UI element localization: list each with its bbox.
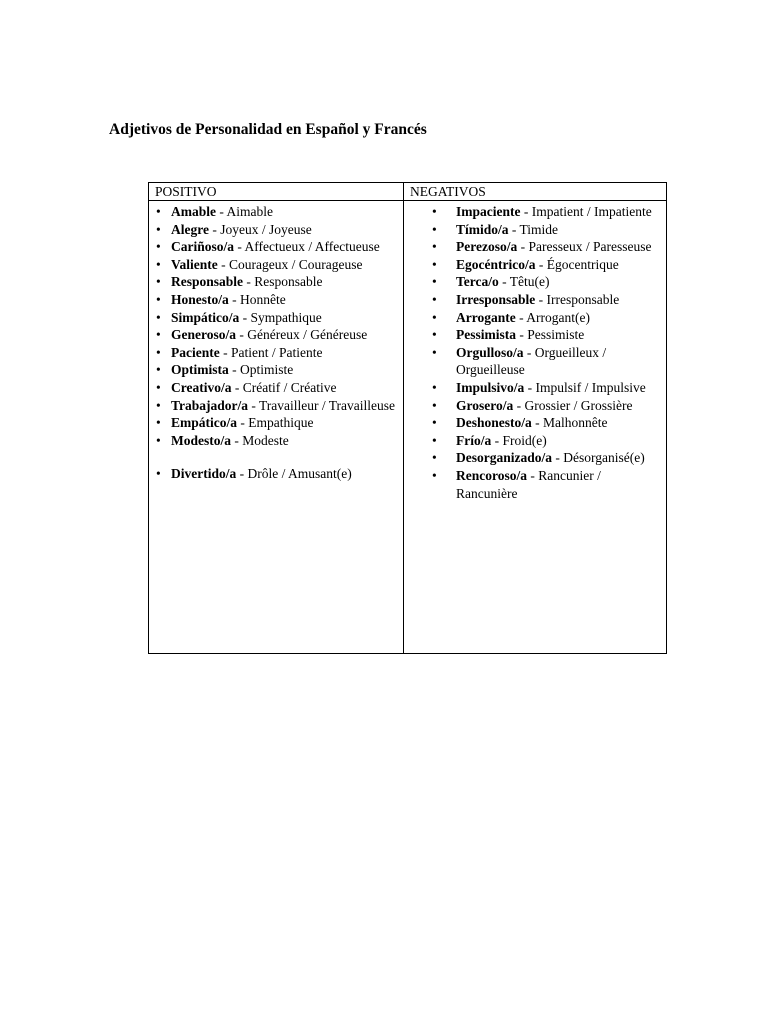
list-item xyxy=(430,379,662,397)
adjective-term: Egocéntrico/a xyxy=(456,256,536,272)
bullet-icon: • xyxy=(432,239,437,255)
bullet-icon: • xyxy=(432,221,437,237)
list-item xyxy=(156,414,399,432)
page-title: Adjetivos de Personalidad en Español y Francés xyxy=(109,121,427,138)
adjective-term: Desorganizado/a xyxy=(456,450,552,466)
adjective-term: Empático/a xyxy=(171,415,237,431)
bullet-icon: • xyxy=(156,397,161,413)
adjective-translation: - Désorganisé(e) xyxy=(552,450,645,466)
adjective-term: Impulsivo/a xyxy=(456,379,525,395)
adjective-translation: - Timide xyxy=(508,221,559,237)
adjective-term: Cariñoso/a xyxy=(171,239,235,255)
adjective-translation: - Rancunier / Rancunière xyxy=(456,467,601,501)
bullet-icon: • xyxy=(156,256,161,272)
adjective-term: Pessimista xyxy=(456,327,516,343)
bullet-icon: • xyxy=(156,239,161,255)
adjective-translation: - Malhonnête xyxy=(531,415,608,431)
adjective-translation: - Impulsif / Impulsive xyxy=(524,379,646,395)
adjective-term: Terca/o xyxy=(456,274,499,290)
list-item xyxy=(156,291,399,309)
adjective-term: Divertido/a xyxy=(171,466,237,482)
list-item xyxy=(156,361,399,379)
list-item xyxy=(156,397,399,415)
bullet-icon: • xyxy=(432,327,437,343)
adjective-translation: - Modeste xyxy=(231,432,289,448)
adjective-term: Alegre xyxy=(171,221,209,237)
bullet-icon: • xyxy=(156,432,161,448)
adjective-term: Deshonesto/a xyxy=(456,415,532,431)
bullet-icon: • xyxy=(432,397,437,413)
adjective-translation: - Paresseux / Paresseuse xyxy=(517,239,652,255)
adjective-translation: - Drôle / Amusant(e) xyxy=(236,466,352,482)
positive-list xyxy=(156,203,399,483)
list-item xyxy=(430,449,662,467)
bullet-icon: • xyxy=(432,432,437,448)
adjective-term: Modesto/a xyxy=(171,432,231,448)
adjective-translation: - Sympathique xyxy=(239,309,322,325)
adjective-term: Perezoso/a xyxy=(456,239,518,255)
list-item xyxy=(430,273,662,291)
bullet-icon: • xyxy=(432,415,437,431)
adjective-term: Creativo/a xyxy=(171,379,232,395)
list-item xyxy=(156,379,399,397)
bullet-icon: • xyxy=(432,256,437,272)
adjective-translation: - Irresponsable xyxy=(535,291,620,307)
adjective-term: Irresponsable xyxy=(456,291,536,307)
list-item xyxy=(156,326,399,344)
bullet-icon: • xyxy=(432,344,437,360)
bullet-icon: • xyxy=(156,362,161,378)
bullet-icon: • xyxy=(156,415,161,431)
adjective-term: Frío/a xyxy=(456,432,492,448)
bullet-icon: • xyxy=(156,221,161,237)
adjectives-table xyxy=(148,182,667,654)
adjective-translation: - Joyeux / Joyeuse xyxy=(208,221,312,237)
positive-cell xyxy=(149,201,404,654)
list-item xyxy=(156,344,399,362)
adjective-translation: - Créatif / Créative xyxy=(231,379,337,395)
bullet-icon: • xyxy=(156,274,161,290)
bullet-icon: • xyxy=(156,466,161,482)
adjective-translation: - Honnête xyxy=(228,291,286,307)
list-item xyxy=(430,397,662,415)
adjective-translation: - Optimiste xyxy=(228,362,294,378)
adjective-term: Arrogante xyxy=(456,309,516,325)
list-item xyxy=(430,432,662,450)
bullet-icon: • xyxy=(156,327,161,343)
adjective-translation: - Généreux / Généreuse xyxy=(236,327,368,343)
adjective-term: Valiente xyxy=(171,256,218,272)
adjective-translation: - Arrogant(e) xyxy=(515,309,590,325)
adjective-term: Impaciente xyxy=(456,204,521,219)
list-item xyxy=(430,221,662,239)
adjective-translation: - Égocentrique xyxy=(535,256,619,272)
negative-list xyxy=(430,203,662,502)
bullet-icon: • xyxy=(156,379,161,395)
adjective-translation: - Impatient / Impatiente xyxy=(520,204,652,219)
bullet-icon: • xyxy=(432,309,437,325)
adjective-translation: - Travailleur / Travailleuse xyxy=(248,397,395,413)
bullet-icon: • xyxy=(156,291,161,307)
list-item xyxy=(156,432,399,450)
adjective-term: Rencoroso/a xyxy=(456,467,527,483)
adjective-term: Simpático/a xyxy=(171,309,240,325)
bullet-icon: • xyxy=(432,379,437,395)
list-item xyxy=(430,256,662,274)
adjective-translation: - Courageux / Courageuse xyxy=(217,256,363,272)
adjective-translation: - Pessimiste xyxy=(516,327,585,343)
header-negativos: NEGATIVOS xyxy=(404,183,667,201)
adjective-translation: - Grossier / Grossière xyxy=(513,397,633,413)
adjective-translation: - Empathique xyxy=(237,415,314,431)
adjective-translation: - Têtu(e) xyxy=(498,274,550,290)
adjective-term: Paciente xyxy=(171,344,220,360)
list-item xyxy=(156,221,399,239)
adjective-translation: - Aimable xyxy=(216,204,273,219)
header-positivo: POSITIVO xyxy=(149,183,404,201)
list-item xyxy=(430,326,662,344)
adjective-term: Trabajador/a xyxy=(171,397,248,413)
adjective-term: Orgulloso/a xyxy=(456,344,524,360)
list-item xyxy=(430,291,662,309)
list-item xyxy=(156,309,399,327)
adjective-translation: - Froid(e) xyxy=(491,432,547,448)
bullet-icon: • xyxy=(156,344,161,360)
list-item xyxy=(430,203,662,221)
bullet-icon: • xyxy=(432,274,437,290)
adjective-term: Amable xyxy=(171,204,216,219)
list-item xyxy=(156,465,399,483)
list-item xyxy=(430,238,662,256)
bullet-icon: • xyxy=(156,204,161,219)
list-item xyxy=(156,256,399,274)
adjective-term: Tímido/a xyxy=(456,221,509,237)
negative-cell xyxy=(404,201,667,654)
bullet-icon: • xyxy=(156,309,161,325)
adjective-translation: - Responsable xyxy=(243,274,323,290)
list-item xyxy=(430,344,662,379)
list-item xyxy=(156,203,399,221)
bullet-icon: • xyxy=(432,467,437,483)
adjective-term: Honesto/a xyxy=(171,291,229,307)
bullet-icon: • xyxy=(432,291,437,307)
list-item xyxy=(156,273,399,291)
adjective-translation: - Orgueilleux / Orgueilleuse xyxy=(456,344,607,378)
table-header-row xyxy=(149,183,667,201)
adjective-translation: - Patient / Patiente xyxy=(219,344,323,360)
adjective-term: Responsable xyxy=(171,274,244,290)
list-item xyxy=(156,238,399,256)
list-item xyxy=(430,414,662,432)
table-body-row xyxy=(149,201,667,654)
bullet-icon: • xyxy=(432,450,437,466)
list-item xyxy=(430,309,662,327)
adjective-term: Generoso/a xyxy=(171,327,236,343)
adjective-term: Grosero/a xyxy=(456,397,514,413)
adjective-translation: - Affectueux / Affectueuse xyxy=(234,239,380,255)
bullet-icon: • xyxy=(432,204,437,219)
list-item xyxy=(430,467,662,502)
adjective-term: Optimista xyxy=(171,362,229,378)
